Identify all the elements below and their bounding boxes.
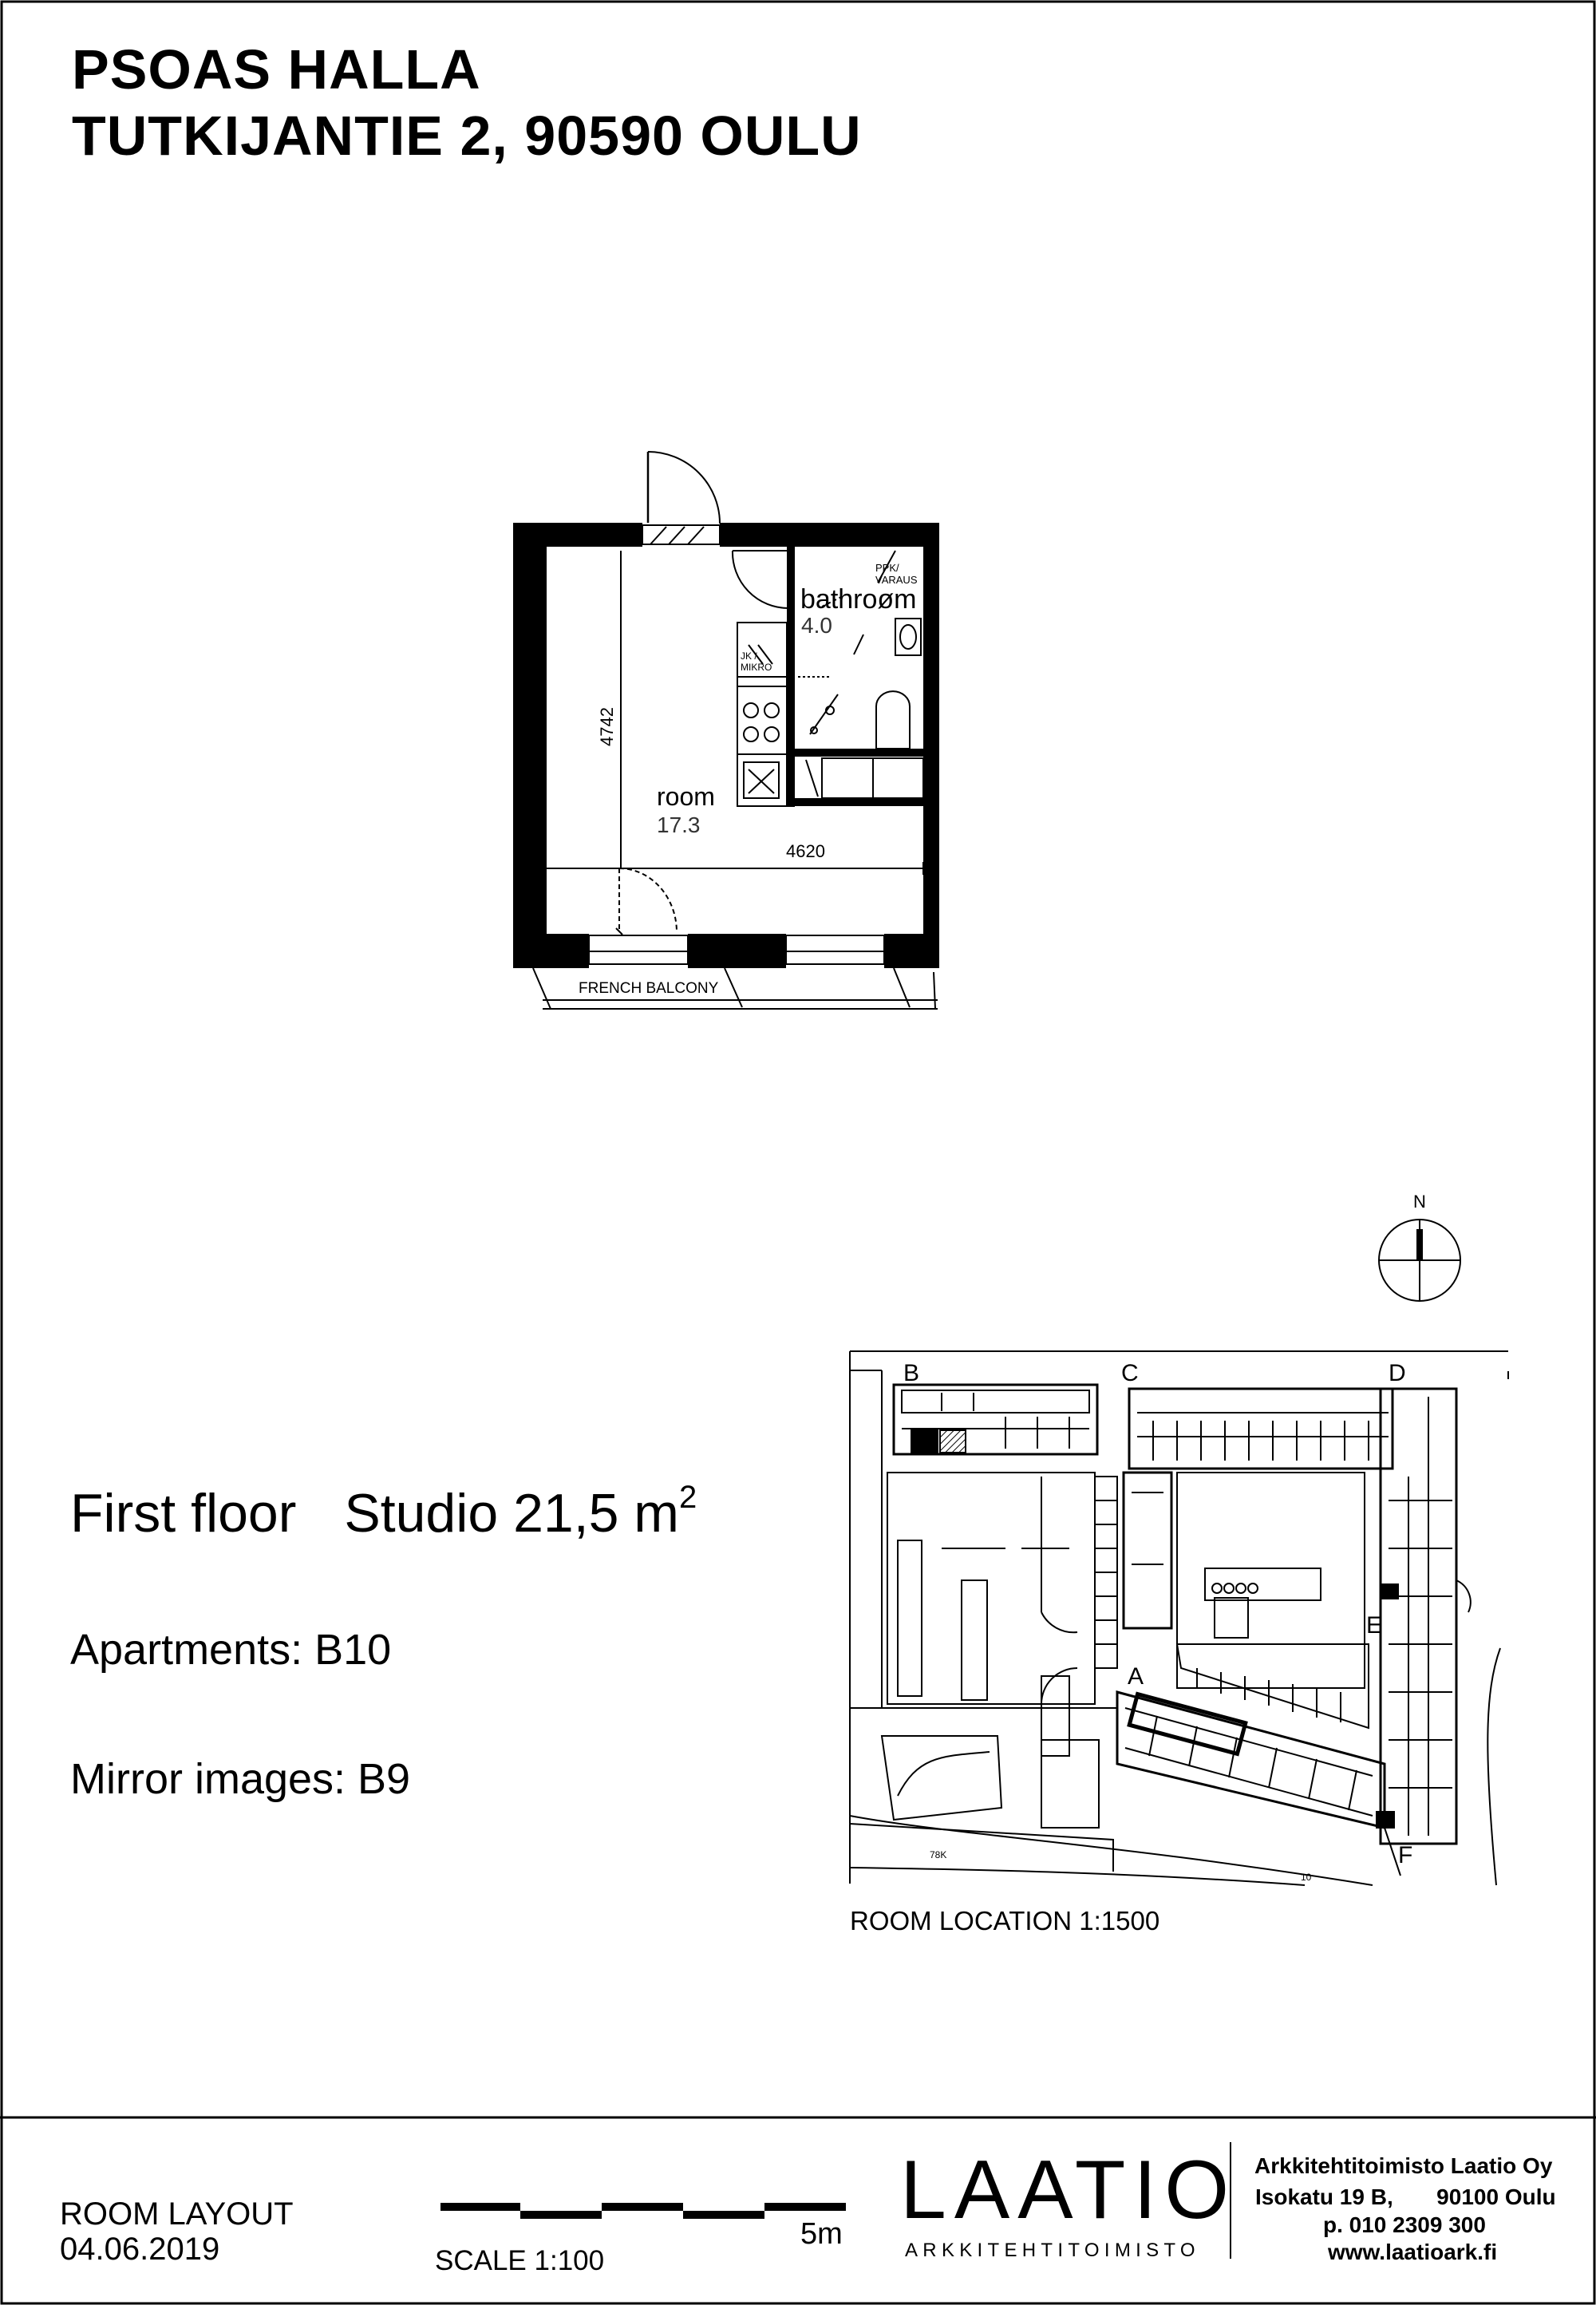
room-label: room: [657, 782, 715, 811]
road-label: 78K: [930, 1849, 947, 1860]
stair-label-c: C: [1121, 1360, 1139, 1386]
room-location-caption: ROOM LOCATION 1:1500: [850, 1906, 1160, 1935]
stair-label-b: B: [903, 1360, 920, 1386]
road-number: 10: [1301, 1872, 1312, 1883]
stair-label-a: A: [1128, 1663, 1144, 1690]
south-wall-mid: [688, 934, 786, 968]
north-wall-right: [720, 523, 939, 547]
jk-label: JK /: [741, 650, 757, 662]
floor-info: [70, 1480, 697, 1544]
bathroom-south-wall: [787, 749, 923, 757]
project-address: TUTKIJANTIE 2, 90590 OULU: [72, 105, 862, 167]
footer-drawing-info: [60, 2196, 294, 2267]
drawing-date: 04.06.2019: [60, 2232, 220, 2267]
scale-length: 5m: [800, 2217, 843, 2251]
stair-label-f: F: [1398, 1842, 1413, 1868]
north-arrow: [1379, 1192, 1460, 1301]
east-wall: [923, 523, 939, 968]
varaus-label: VARAUS: [875, 574, 918, 586]
entry-door: [642, 452, 720, 544]
office-phone: p. 010 2309 300: [1323, 2212, 1486, 2237]
north-label: N: [1413, 1192, 1426, 1212]
south-wall-right: [884, 934, 939, 968]
office-street: Isokatu 19 B, 90100 Oulu: [1255, 2184, 1556, 2209]
site-plan: [850, 1351, 1508, 1885]
bathroom-label: bathroøm: [800, 584, 917, 615]
office-name: Arkkitehtitoimisto Laatio Oy: [1254, 2153, 1553, 2178]
west-wall: [513, 523, 547, 968]
balcony-door: [616, 868, 677, 935]
apartment-type: Studio 21,5 m: [344, 1483, 679, 1544]
stair-label-d: D: [1389, 1360, 1406, 1386]
area-exponent: 2: [678, 1480, 697, 1515]
floor-plan: [513, 452, 939, 1009]
bathroom-door: [733, 551, 788, 608]
bathroom-area: 4.0: [801, 613, 832, 638]
floor-name: First floor: [70, 1483, 297, 1544]
apartments-label: Apartments: B10: [70, 1626, 392, 1674]
project-name: PSOAS HALLA: [72, 38, 481, 101]
scale-label: SCALE 1:100: [435, 2245, 605, 2276]
south-wall-left: [513, 934, 589, 968]
ppk-label: PPK/: [875, 562, 899, 574]
stair-label-e: E: [1366, 1612, 1383, 1639]
width-dimension: 4620: [786, 841, 825, 861]
room-area: 17.3: [657, 812, 701, 837]
drawing-title: ROOM LAYOUT: [60, 2196, 294, 2232]
scale-bar: [440, 2203, 846, 2219]
mikro-label: MIKRO: [741, 662, 772, 673]
bathroom-west-wall: [787, 547, 795, 807]
logo-subtitle: ARKKITEHTITOIMISTO: [905, 2240, 1200, 2261]
north-wall-left: [513, 523, 642, 547]
mirror-images-label: Mirror images: B9: [70, 1755, 411, 1803]
balcony-label: FRENCH BALCONY: [579, 980, 719, 997]
kitchen-wall: [787, 798, 923, 806]
wardrobe: [806, 758, 923, 798]
laatio-logo: LAATIO: [900, 2144, 1238, 2236]
office-web: www.laatioark.fi: [1328, 2240, 1498, 2264]
sheet-border: [2, 2, 1594, 2303]
height-dimension: 4742: [597, 707, 617, 746]
